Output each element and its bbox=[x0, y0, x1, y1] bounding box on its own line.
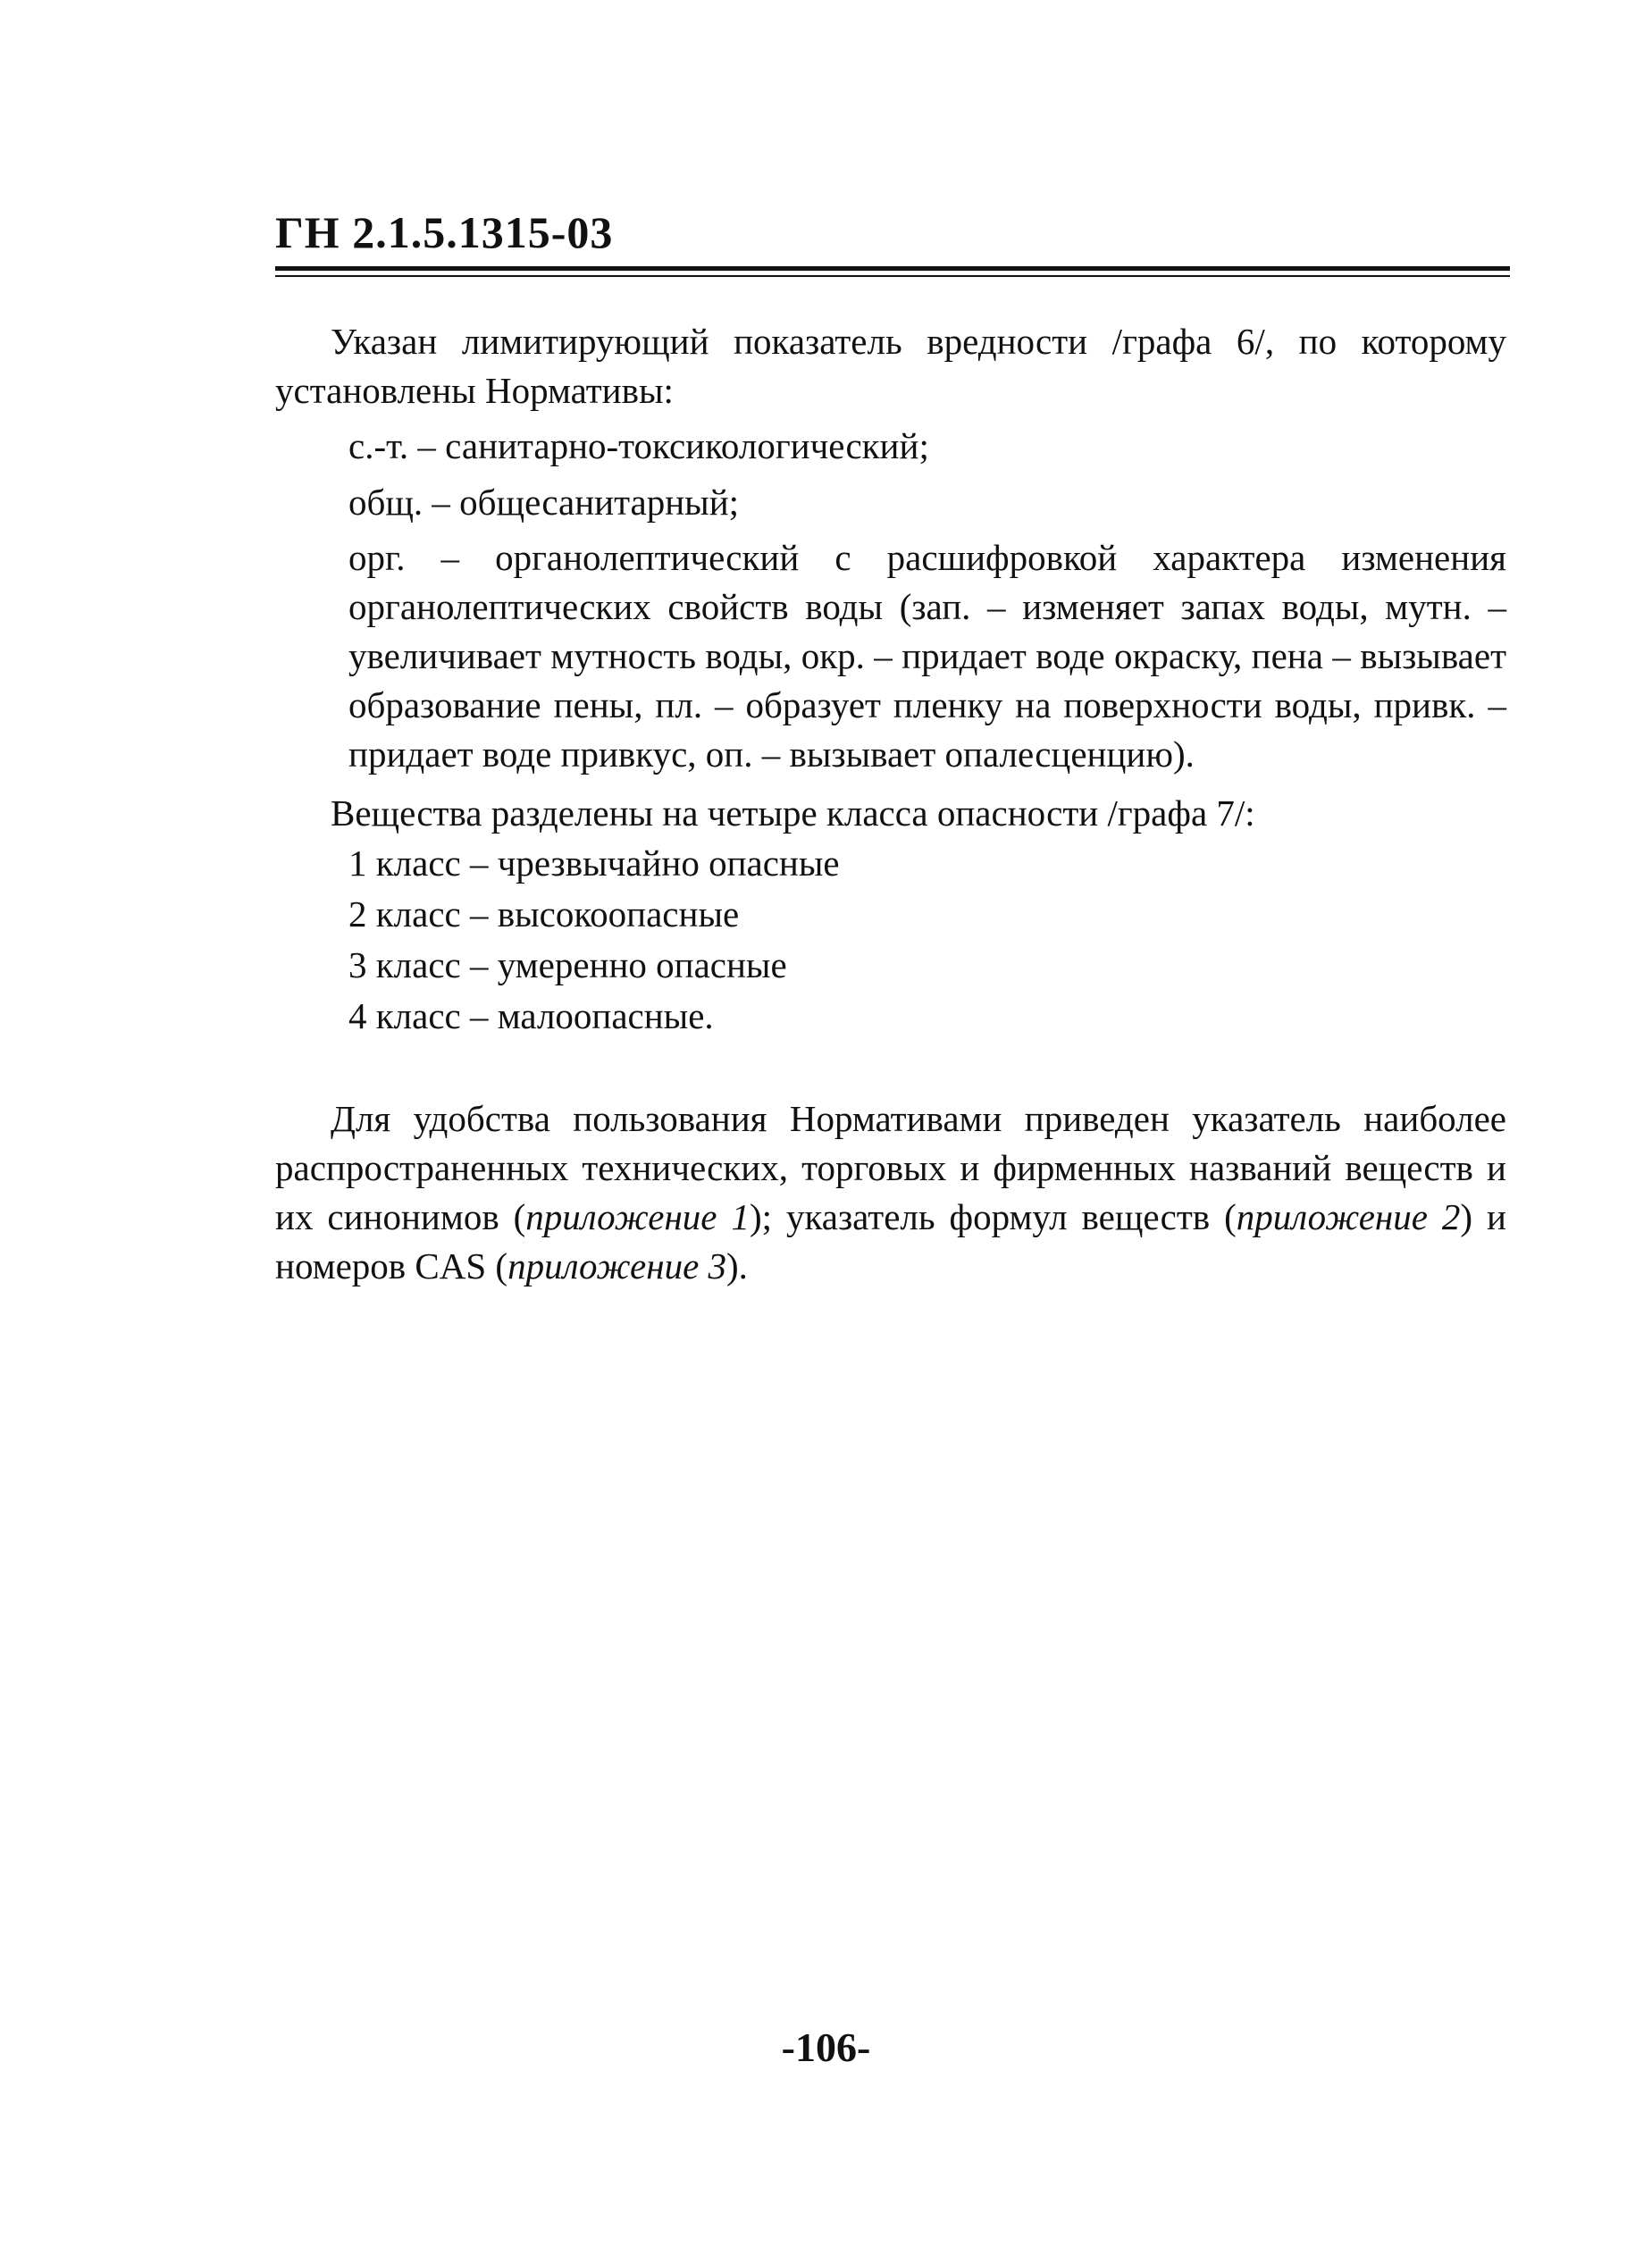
appendix-reference: приложение 3 bbox=[507, 1245, 727, 1287]
list-item: общ. – общесанитарный; bbox=[348, 482, 740, 523]
header-rule-thin bbox=[275, 275, 1510, 277]
page-number: -106- bbox=[781, 2024, 871, 2070]
list-item: с.-т. – санитарно-токсикологический; bbox=[348, 425, 929, 466]
page-header bbox=[275, 205, 1510, 277]
usage-note-section bbox=[275, 1094, 1506, 1291]
appendix-reference: приложение 1 bbox=[525, 1196, 750, 1237]
limiting-indicator-section bbox=[275, 317, 1506, 779]
hazard-classes-section bbox=[275, 789, 1506, 1042]
usage-text: ); указатель формул веществ ( bbox=[749, 1196, 1237, 1237]
document-code: ГН 2.1.5.1315-03 bbox=[275, 207, 614, 257]
list-item: 4 класс – малоопасные. bbox=[348, 995, 714, 1036]
list-item: 3 класс – умеренно опасные bbox=[348, 944, 787, 985]
list-item: 1 класс – чрезвычайно опасные bbox=[348, 842, 840, 884]
list-item: 2 класс – высокоопасные bbox=[348, 893, 740, 935]
hazard-classes-intro: Вещества разделены на четыре класса опасности /графа 7/: bbox=[331, 792, 1255, 834]
usage-text: Для удобства пользования Нормативами приведен указатель наиболее распространенных технических, торговых и фирменных названий веществ и их синонимов ( bbox=[275, 1098, 1506, 1237]
limiting-indicator-intro: Указан лимитирующий показатель вредности /графа 6/, по которому установлены Нормативы: bbox=[275, 321, 1506, 411]
list-item: орг. – органолептический с расшифровкой характера изменения органолептических свойств воды (зап. – изменяет запах воды, мутн. – увеличивает мутность воды, окр. – придает воде окраску, пена – вызывает образование пены, пл. – образует пленку на поверхности воды, привк. – придает воде привкус, оп. – вызывает опалесценцию). bbox=[348, 537, 1506, 775]
usage-note-paragraph bbox=[275, 1094, 1506, 1291]
usage-text: ) и номеров CAS ( bbox=[275, 1196, 1506, 1287]
appendix-reference: приложение 2 bbox=[1236, 1196, 1461, 1237]
header-rule-thick bbox=[275, 266, 1510, 271]
usage-text: ). bbox=[726, 1245, 748, 1287]
